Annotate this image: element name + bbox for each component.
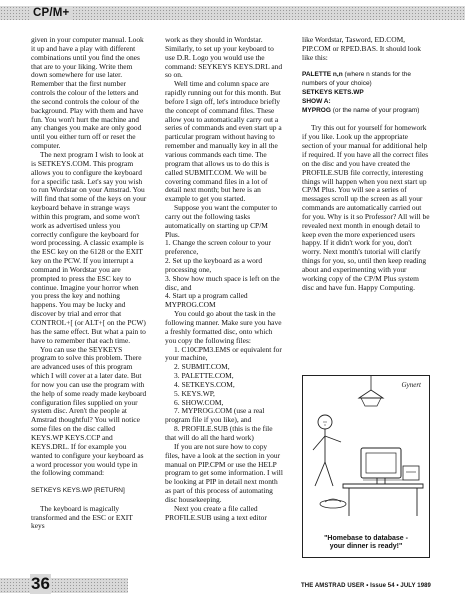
- section-title: CP/M+: [30, 6, 72, 20]
- caption-line: your dinner is ready!": [329, 542, 403, 550]
- list-item: 1. Change the screen colour to your preference,: [165, 238, 271, 257]
- paragraph: work as they should in Wordstar. Similarly, to set up your keyboard to use D.R. Logo you would use the command: SEYKEYS KEYS.DRL and so on.: [165, 35, 283, 80]
- command-line: PALETTE n,n: [302, 71, 343, 79]
- paragraph: You could go about the task in the following manner. Make sure you have a freshly formatted disc, onto which you copy the following files:: [165, 309, 282, 345]
- paragraph: You can use the SEYKEYS program to solve this problem. There are advanced uses of this program which I will cover at a later date. But for now you can use the program with the help of some ready made keyboard configuration files supplied on your system disc. Aren't the people at Amstrad thoughtful? You will notice some files on the disc called KEYS.WP KEYS.CCP and KEYS.DRL. If for example you wanted to configure your keyboard as a word processor you would type in the following command:: [31, 344, 147, 478]
- caption-line: "Homebase to database -: [324, 534, 408, 542]
- publication-footer: THE AMSTRAD USER • Issue 54 • JULY 1989: [301, 583, 431, 589]
- paragraph: Next you create a file called PROFILE.SUB using a text editor: [165, 503, 267, 522]
- list-item: 4. Start up a program called MYPROG.COM: [165, 291, 248, 310]
- list-item: 4. SETKEYS.COM,: [174, 379, 235, 389]
- list-item: 6. SHOW.COM,: [174, 397, 224, 407]
- article-column-3: [302, 36, 430, 292]
- cartoonist-signature: Gynert: [401, 381, 421, 389]
- command-block: [302, 107, 430, 116]
- list-item: 2. SUBMIT.COM,: [174, 362, 230, 372]
- issue-date: JULY 1989: [400, 583, 431, 589]
- page-number: 36: [31, 574, 50, 593]
- list-item: 3. PALETTE.COM,: [174, 371, 234, 381]
- footer-band: [0, 578, 128, 593]
- command-line: SETKEYS KEYS.WP [RETURN]: [31, 487, 125, 495]
- command-line: SHOW A:: [302, 97, 331, 105]
- paragraph: given in your computer manual. Look it up and have a play with different combinations until you find the ones that are to your liking. Write them down somewhere for use later. Remember that the first number controls the colour of the letters and the second controls the colour of the background. Play with them and have fun. You won't hurt the machine and any changes you make are only good until you either turn off or reset the computer.: [31, 35, 144, 151]
- paragraph: Well time and column space are rapidly running out for this month. But before I sign off, let's introduce briefly the concept of command files. These allow you to automatically carry out a series of commands and even start up a particular program without having to remember and manually key in all the various commands each time. The program that allows us to do this is called SUBMIT.COM. We will be covering command files in a lot of detail next month; but here is an example to get you started.: [165, 79, 282, 204]
- article-column-2: [165, 36, 283, 522]
- command-note: (or the name of your program): [332, 106, 420, 114]
- article-column-1: [31, 36, 147, 531]
- list-item: 7. MYPROG.COM (use a real program file if you like), and: [165, 406, 265, 425]
- cartoon-illustration: [302, 375, 430, 558]
- command-block: [302, 89, 430, 98]
- list-item: 5. KEYS.WP,: [174, 388, 215, 398]
- paragraph: Suppose you want the computer to carry out the following tasks automatically on starting up CP/M Plus.: [165, 203, 278, 239]
- command-line: MYPROG: [302, 106, 331, 114]
- list-item: 3. Show how much space is left on the disc, and: [165, 273, 280, 292]
- paragraph: The next program I wish to look at is SETKEYS.COM. This program allows you to configure the keyboard for a specific task. Let's say you wish to run Wordstar on your Amstrad. You will find that some of the keys on your keyboard behave in strange ways within this program, and some won't work as advertised unless you correctly configure the keyboard for word processing. A classic example is the ESC key on the 6128 or the EXIT key on the PCW. If you interrupt a command in Wordstar you are prompted to press the ESC key to continue. Imagine your horror when you press the key and nothing happens. You may be lucky and discover by trial and error that CONTROL+[ (or ALT+[ on the PCW) has the same effect. But what a pain to have to remember that each time.: [31, 149, 147, 345]
- list-item: 2. Set up the keyboard as a word processing one,: [165, 256, 263, 274]
- cartoon-drawing: [303, 376, 429, 557]
- command-line: SETKEYS KETS.WP: [302, 89, 364, 97]
- paragraph: Try this out for yourself for homework if you like. Look up the appropriate section of your manual for additional help if required. If you have all the correct files on the disc and you have created the PROFILE.SUB file correctly, interesting things will happen when you next start up CP/M Plus. You will see a series of messages scroll up the screen as all your commands are automatically carried out for you. Why is it so Professor? All will be revealed next month in enough detail to keep even the more experienced users happy. If it didn't work for you, don't worry. Next month's tutorial will clarify things for you, so, until then keep reading about and experimenting with your working copy of the CP/M Plus system disc and have fun. Happy Computing.: [302, 123, 430, 292]
- command-note: (where n stands for the numbers of your choice): [302, 71, 411, 88]
- paragraph: like Wordstar, Tasword, ED.COM, PIP.COM or RPED.BAS. It should look like this:: [302, 35, 422, 62]
- list-item: 8. PROFILE.SUB (this is the file that will do all the hard work): [165, 424, 273, 442]
- command-block: [302, 98, 430, 107]
- issue-number: Issue 54: [370, 583, 395, 589]
- cartoon-caption: [307, 535, 425, 551]
- command-block: [302, 71, 430, 89]
- publication-name: THE AMSTRAD USER: [301, 583, 365, 589]
- list-item: 1. C10CPM3.EMS or equivalent for your machine,: [165, 344, 282, 363]
- paragraph: If you are not sure how to copy files, have a look at the section in your manual on PIP.CPM or use the HELP program to get some information. I will be looking at PIP in detail next month as part of this process of automating disc housekeeping.: [165, 441, 283, 504]
- paragraph: The keyboard is magically transformed and the ESC or EXIT keys: [31, 503, 133, 531]
